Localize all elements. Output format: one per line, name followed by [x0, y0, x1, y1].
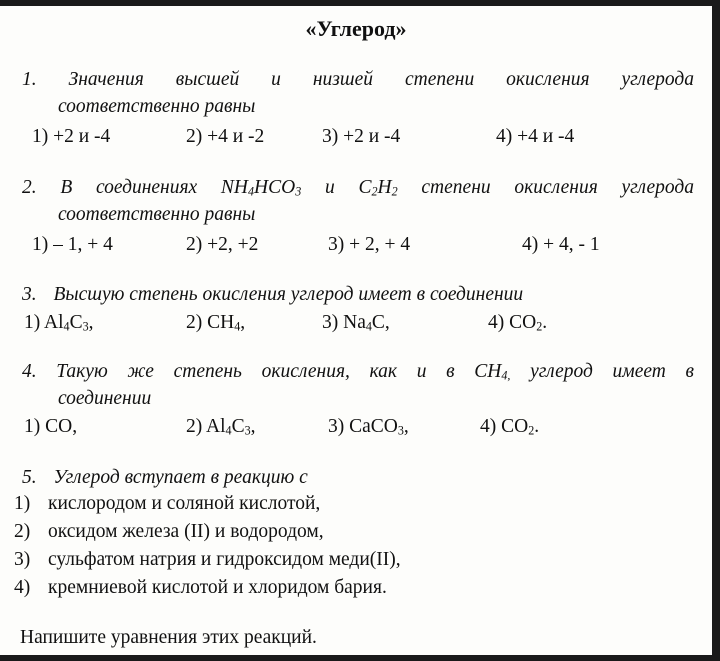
answer-option: 1) +2 и -4: [32, 126, 111, 147]
question-2-text: В соединениях $NH_4HCO_3$ и $C_2H_2$ степени окисления углерода: [60, 177, 694, 199]
list-item: 3) сульфатом натрия и гидроксидом меди(II),: [14, 549, 401, 570]
footer-instruction: Напишите уравнения этих реакций.: [20, 627, 317, 648]
question-3-line-1: [22, 281, 694, 308]
list-item: 2) оксидом железа (II) и водородом,: [14, 521, 324, 542]
question-4-line-1: [22, 358, 694, 385]
question-1-text: Значения высшей и низшей степени окисления углерода: [68, 69, 695, 90]
answer-option: 2) $Al_4C_3$,: [186, 416, 256, 438]
answer-option: 4) +4 и -4: [496, 126, 575, 147]
list-item: 1) кислородом и соляной кислотой,: [14, 493, 321, 514]
question-1-number: 1.: [22, 69, 37, 90]
question-5: [22, 464, 694, 491]
worksheet-page: [0, 6, 712, 655]
question-5-line-1: [22, 464, 694, 491]
answer-option: 1) $Al_4C_3$,: [24, 312, 94, 334]
question-1-line-2: соответственно равны: [58, 96, 256, 117]
question-2-line-2: соответственно равны: [58, 204, 256, 225]
question-3-number: 3.: [22, 284, 37, 305]
answer-option: 2) +4 и -2: [186, 126, 265, 147]
question-3-answers: [24, 312, 684, 338]
question-2-answers: [32, 234, 692, 260]
question-2: [22, 174, 694, 228]
question-2-line-1: [22, 174, 694, 201]
question-4-line-2: соединении: [58, 388, 152, 409]
page-title: «Углерод»: [305, 16, 407, 41]
answer-option: 4) $CO_2$.: [488, 312, 548, 334]
question-4-number: 4.: [22, 361, 37, 382]
answer-option: 1) – 1, + 4: [32, 234, 113, 255]
answer-option: 3) + 2, + 4: [328, 234, 411, 255]
answer-option: 2) +2, +2: [186, 234, 259, 255]
answer-option: 3) +2 и -4: [322, 126, 401, 147]
question-4-text: Такую же степень окисления, как и в $CH_{4,}$ углерод имеет в: [56, 361, 694, 383]
list-item: 4) кремниевой кислотой и хлоридом бария.: [14, 577, 387, 598]
answer-option: 3) $Na_4C$,: [322, 312, 390, 334]
answer-option: 3) CaCO$_3$,: [328, 416, 409, 438]
question-1-line-1: [22, 66, 694, 93]
question-1: [22, 66, 694, 120]
question-2-number: 2.: [22, 177, 37, 198]
question-4: [22, 358, 694, 412]
question-3-text: Высшую степень окисления углерод имеет в соединении: [53, 284, 524, 305]
question-1-answers: [32, 126, 692, 152]
question-3: [22, 281, 694, 308]
question-4-answers: [24, 416, 684, 442]
question-5-text: Углерод вступает в реакцию с: [53, 467, 308, 488]
question-5-number: 5.: [22, 467, 37, 488]
answer-option: 4) + 4, - 1: [522, 234, 600, 255]
answer-option: 4) $CO_2$.: [480, 416, 540, 438]
answer-option: 2) $CH_4$,: [186, 312, 246, 334]
answer-option: 1) CO,: [24, 416, 78, 437]
